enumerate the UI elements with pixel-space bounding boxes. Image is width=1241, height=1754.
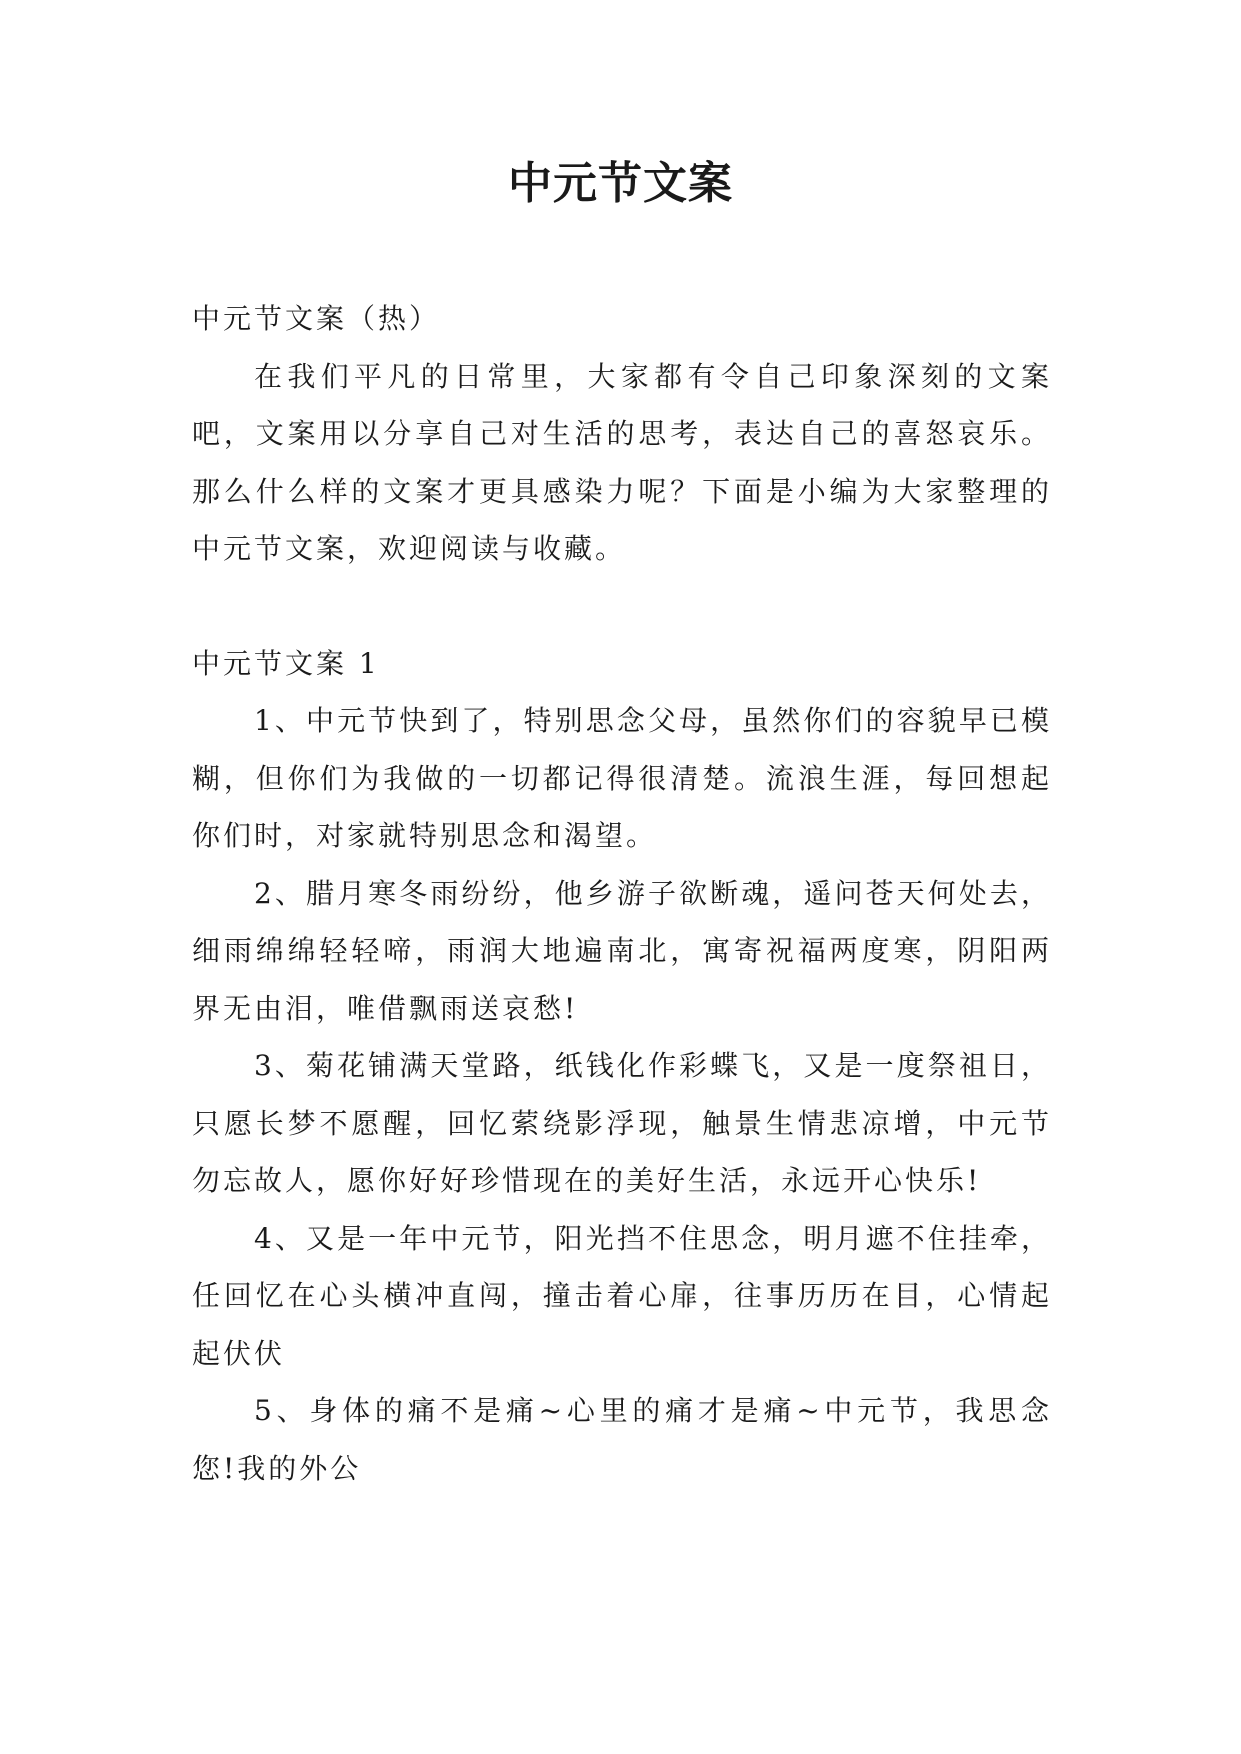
- document-title: 中元节文案: [508, 158, 733, 209]
- document-body: [192, 290, 1052, 1497]
- paragraph-spacer: [192, 578, 1052, 635]
- section-heading: 中元节文案（热）: [192, 302, 441, 335]
- list-item: 1、中元节快到了，特别思念父母，虽然你们的容貌早已模糊，但你们为我做的一切都记得很清楚。流浪生涯，每回想起你们时，对家就特别思念和渴望。: [192, 704, 1052, 852]
- section-heading: 中元节文案 1: [192, 646, 380, 680]
- list-item: 4、又是一年中元节，阳光挡不住思念，明月遮不住挂牵，任回忆在心头横冲直闯，撞击着心扉，往事历历在目，心情起起伏伏: [192, 1221, 1052, 1370]
- list-item: 2、腊月寒冬雨纷纷，他乡游子欲断魂，遥问苍天何处去，细雨绵绵轻轻啼，雨润大地遍南北，寓寄祝福两度寒，阴阳两界无由泪，唯借飘雨送哀愁!: [192, 876, 1052, 1025]
- intro-paragraph: 在我们平凡的日常里，大家都有令自己印象深刻的文案吧，文案用以分享自己对生活的思考，表达自己的喜怒哀乐。那么什么样的文案才更具感染力呢？下面是小编为大家整理的中元节文案，欢迎阅读与收藏。: [192, 359, 1052, 565]
- list-item: 3、菊花铺满天堂路，纸钱化作彩蝶飞，又是一度祭祖日，只愿长梦不愿醒，回忆萦绕影浮现，触景生情悲凉增，中元节勿忘故人，愿你好好珍惜现在的美好生活，永远开心快乐!: [192, 1049, 1052, 1197]
- list-item: 5、身体的痛不是痛~心里的痛才是痛~中元节，我思念您!我的外公: [192, 1394, 1052, 1485]
